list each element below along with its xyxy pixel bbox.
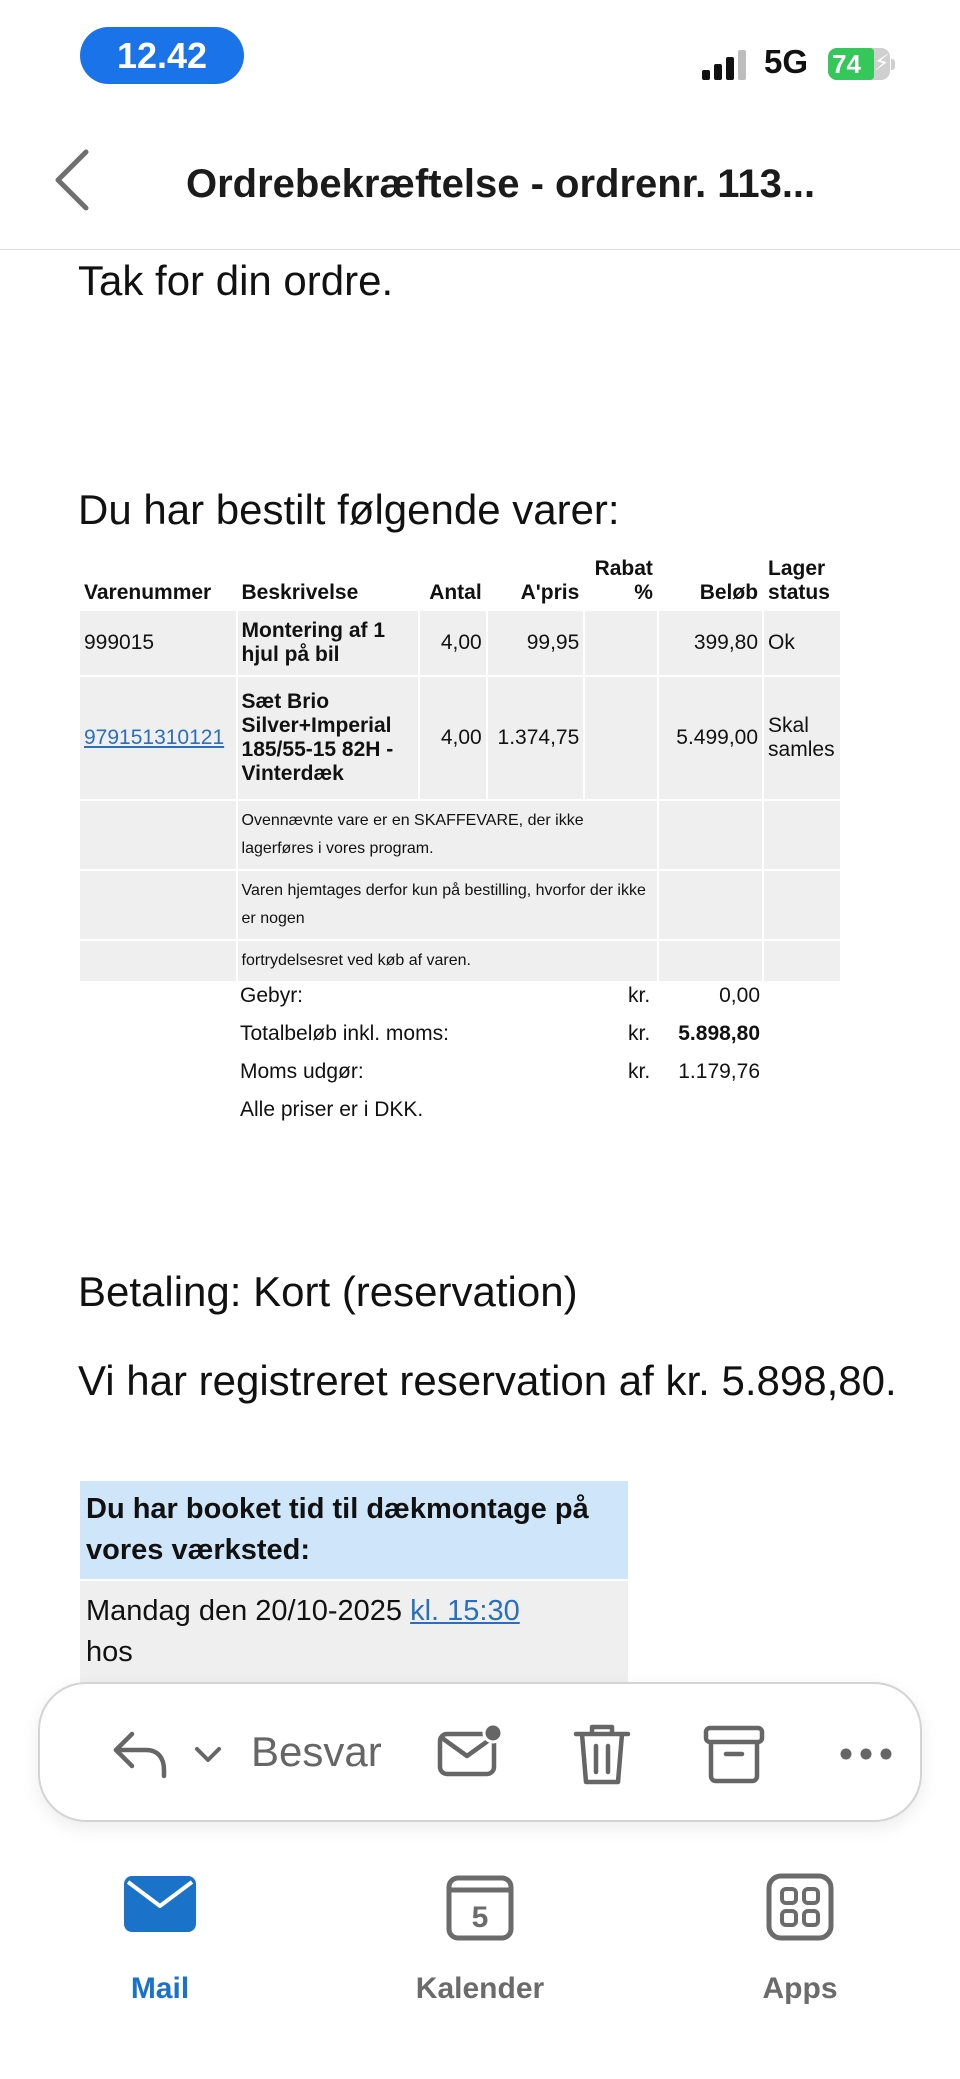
tab-bar (0, 1836, 960, 2079)
col-header-qty: Antal (429, 581, 482, 604)
cell-amount: 5.499,00 (659, 677, 762, 799)
status-time: 12.42 (80, 27, 244, 84)
cell-sku: 999015 (80, 611, 236, 675)
fee-value: 0,00 (719, 984, 760, 1007)
vat-row (240, 1054, 760, 1092)
cell-qty: 4,00 (420, 611, 486, 675)
note-row (80, 941, 840, 981)
cell-unit-price: 1.374,75 (488, 677, 584, 799)
total-label: Totalbeløb inkl. moms: (240, 1022, 449, 1045)
items-heading: Du har bestilt følgende varer: (78, 486, 620, 533)
col-header-unit-price: A'pris (520, 581, 580, 604)
network-type: 5G (764, 43, 809, 80)
vat-label: Moms udgør: (240, 1060, 364, 1083)
more-icon[interactable] (830, 1718, 902, 1790)
page-title: Ordrebekræftelse - ordrenr. 113... (186, 162, 816, 206)
note-row (80, 801, 840, 869)
tab-apps[interactable] (700, 1872, 900, 2012)
fee-row (240, 978, 760, 1016)
apps-icon (764, 1872, 836, 1942)
table-header-row (80, 553, 840, 609)
payment-method: Betaling: Kort (reservation) (78, 1268, 578, 1315)
tab-label: Mail (130, 1972, 190, 2005)
total-row (240, 1016, 760, 1054)
cell-sku (80, 677, 236, 799)
col-header-amount: Beløb (699, 581, 759, 604)
col-header-sku: Varenummer (84, 581, 212, 604)
tab-calendar[interactable] (380, 1872, 580, 2012)
cell-stock: Skal samles (764, 677, 840, 799)
cell-discount (585, 677, 657, 799)
calendar-day: 5 (471, 1901, 489, 1934)
col-header-stock: Lager status (768, 557, 830, 604)
mail-icon (124, 1872, 196, 1936)
note-text: fortrydelsesret ved køb af varen. (238, 941, 657, 981)
reply-icon (112, 1730, 168, 1780)
cell-desc: Sæt Brio Silver+Imperial 185/55-15 82H - Vinterdæk (238, 677, 419, 799)
currency-note-row (240, 1092, 760, 1130)
signal-icon (700, 48, 752, 80)
greeting-text: Tak for din ordre. (78, 257, 394, 304)
chevron-down-icon[interactable] (194, 1746, 222, 1764)
nav-header (0, 110, 960, 250)
table-row (80, 611, 840, 675)
booking-heading: Du har booket tid til dækmontage på vores værksted: (80, 1481, 628, 1579)
charging-bolt-icon: ⚡ (874, 50, 890, 75)
tab-mail[interactable] (60, 1872, 260, 2012)
total-currency: kr. (628, 1022, 651, 1045)
col-header-discount: Rabat % (594, 557, 653, 604)
order-totals (240, 978, 760, 1130)
order-table (78, 551, 842, 983)
booking-details (80, 1581, 628, 1685)
cell-discount (585, 611, 657, 675)
back-chevron-icon[interactable] (50, 148, 94, 212)
archive-icon[interactable] (698, 1718, 770, 1790)
total-value: 5.898,80 (678, 1022, 760, 1045)
note-row (80, 871, 840, 939)
cell-amount: 399,80 (659, 611, 762, 675)
mark-unread-icon[interactable] (434, 1718, 506, 1790)
booking-time-link[interactable]: kl. 15:30 (410, 1595, 520, 1627)
col-header-desc: Beskrivelse (241, 581, 359, 604)
booking-place-prefix: hos (86, 1636, 133, 1668)
reservation-text: Vi har registreret reservation af kr. 5.898,80. (78, 1357, 897, 1404)
calendar-icon (444, 1872, 516, 1942)
booking-box (80, 1481, 628, 1685)
cell-unit-price: 99,95 (488, 611, 584, 675)
reply-label: Besvar (251, 1728, 382, 1775)
email-body[interactable] (0, 251, 960, 1685)
fee-label: Gebyr: (240, 984, 304, 1007)
booking-date: Mandag den 20/10-2025 (86, 1595, 403, 1627)
note-text: Varen hjemtages derfor kun på bestilling, hvorfor der ikke er nogen (238, 871, 657, 939)
cell-desc: Montering af 1 hjul på bil (238, 611, 419, 675)
cell-qty: 4,00 (420, 677, 486, 799)
tab-label: Kalender (415, 1972, 545, 2005)
reply-button[interactable] (70, 1720, 400, 1788)
battery-icon (828, 48, 894, 80)
currency-note: Alle priser er i DKK. (240, 1098, 424, 1121)
note-text: Ovennævnte vare er en SKAFFEVARE, der ikke lagerføres i vores program. (238, 801, 657, 869)
status-bar (0, 0, 960, 110)
table-row (80, 677, 840, 799)
cell-stock: Ok (764, 611, 840, 675)
sku-link[interactable]: 979151310121 (84, 726, 225, 749)
tab-label: Apps (762, 1972, 838, 2005)
vat-value: 1.179,76 (678, 1060, 760, 1083)
message-action-toolbar (38, 1682, 922, 1822)
fee-currency: kr. (628, 984, 651, 1007)
battery-level: 74 (832, 49, 861, 79)
trash-icon[interactable] (566, 1718, 638, 1790)
vat-currency: kr. (628, 1060, 651, 1083)
